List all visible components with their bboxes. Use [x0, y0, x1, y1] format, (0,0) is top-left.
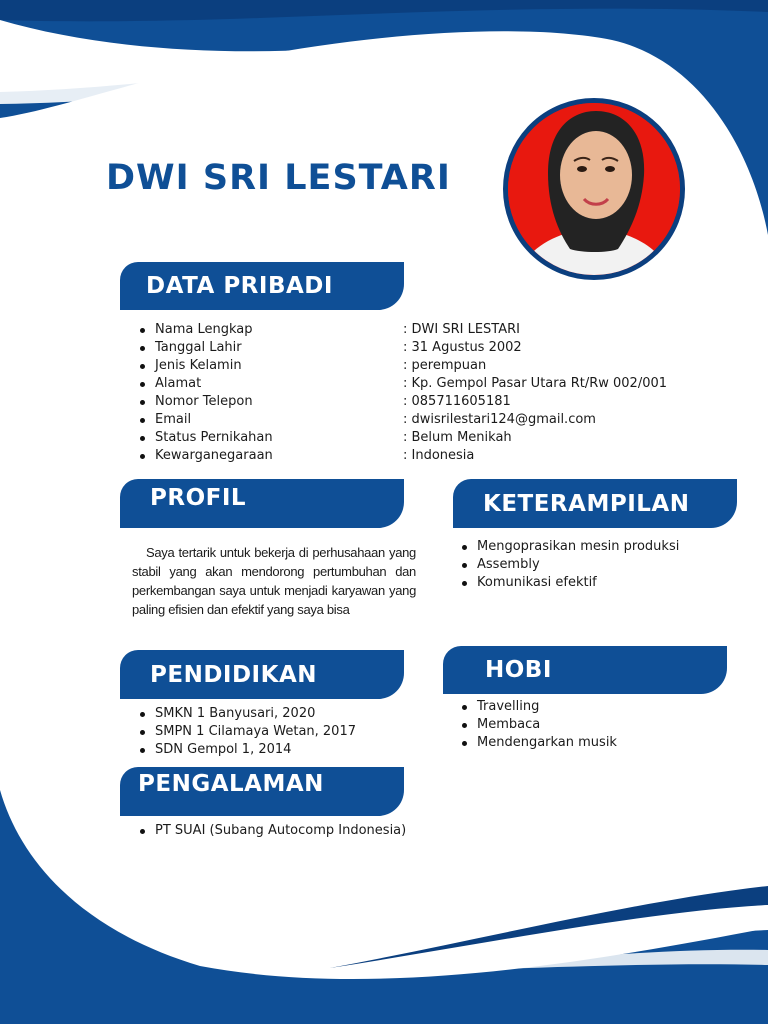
section-header-keterampilan — [453, 479, 737, 528]
section-header-hobi — [443, 646, 727, 694]
field-value: : Kp. Gempol Pasar Utara Rt/Rw 002/001 — [403, 376, 668, 391]
field-value: : Belum Menikah — [403, 430, 512, 445]
field-value: : 31 Agustus 2002 — [403, 340, 522, 355]
list-item: Mendengarkan musik — [477, 735, 617, 750]
field-label: Nama Lengkap — [155, 322, 253, 337]
list-item: Komunikasi efektif — [477, 574, 679, 592]
section-title: PENGALAMAN — [138, 771, 324, 797]
list-item: SMKN 1 Banyusari, 2020 — [155, 705, 356, 723]
field-label: Nomor Telepon — [155, 394, 253, 409]
section-title: HOBI — [485, 657, 552, 683]
personal-data-row — [155, 429, 667, 447]
list-item: Mengoprasikan mesin produksi — [477, 539, 680, 554]
hobbies-list — [457, 698, 617, 752]
section-header-pendidikan — [120, 650, 404, 699]
skills-list — [457, 538, 679, 592]
personal-data-row — [155, 393, 667, 411]
education-list — [135, 705, 356, 759]
personal-data-row — [155, 447, 667, 465]
personal-data-row — [155, 321, 667, 339]
personal-data-row — [155, 375, 667, 393]
experience-list — [135, 822, 406, 840]
section-title: KETERAMPILAN — [483, 490, 690, 517]
personal-data-row — [155, 411, 667, 429]
section-header-data-pribadi — [120, 262, 404, 310]
list-item: PT SUAI (Subang Autocomp Indonesia) — [155, 823, 407, 838]
list-item: Membaca — [477, 716, 617, 734]
section-title: PENDIDIKAN — [150, 661, 317, 688]
field-label: Status Pernikahan — [155, 430, 273, 445]
personal-data-row — [155, 357, 667, 375]
list-item: Travelling — [477, 698, 617, 716]
field-label: Kewarganegaraan — [155, 448, 273, 463]
candidate-name: DWI SRI LESTARI — [106, 158, 451, 198]
field-value: : DWI SRI LESTARI — [403, 322, 520, 337]
profile-text: Saya tertarik untuk bekerja di perhusahaan yang stabil yang akan mendorong pertumbuhan dan perkembangan saya untuk menjadi karyawan yang paling efisien dan efektif yang saya bisa — [132, 545, 416, 617]
section-title: PROFIL — [150, 485, 247, 511]
field-label: Tanggal Lahir — [155, 340, 242, 355]
field-label: Jenis Kelamin — [155, 358, 242, 373]
personal-data-row — [155, 339, 667, 357]
section-header-pengalaman — [120, 767, 404, 816]
field-value: : Indonesia — [403, 448, 475, 463]
section-header-profil — [120, 479, 404, 528]
list-item: Assembly — [477, 556, 679, 574]
section-title: DATA PRIBADI — [146, 273, 333, 299]
field-label: Alamat — [155, 376, 202, 391]
personal-data-list — [135, 321, 667, 465]
field-value: : perempuan — [403, 358, 487, 373]
list-item: SDN Gempol 1, 2014 — [155, 741, 356, 759]
field-label: Email — [155, 412, 192, 427]
field-value: : 085711605181 — [403, 394, 511, 409]
person-portrait-icon — [508, 103, 680, 275]
profile-photo — [503, 98, 685, 280]
list-item: SMPN 1 Cilamaya Wetan, 2017 — [155, 724, 356, 739]
field-value: : dwisrilestari124@gmail.com — [403, 412, 596, 427]
